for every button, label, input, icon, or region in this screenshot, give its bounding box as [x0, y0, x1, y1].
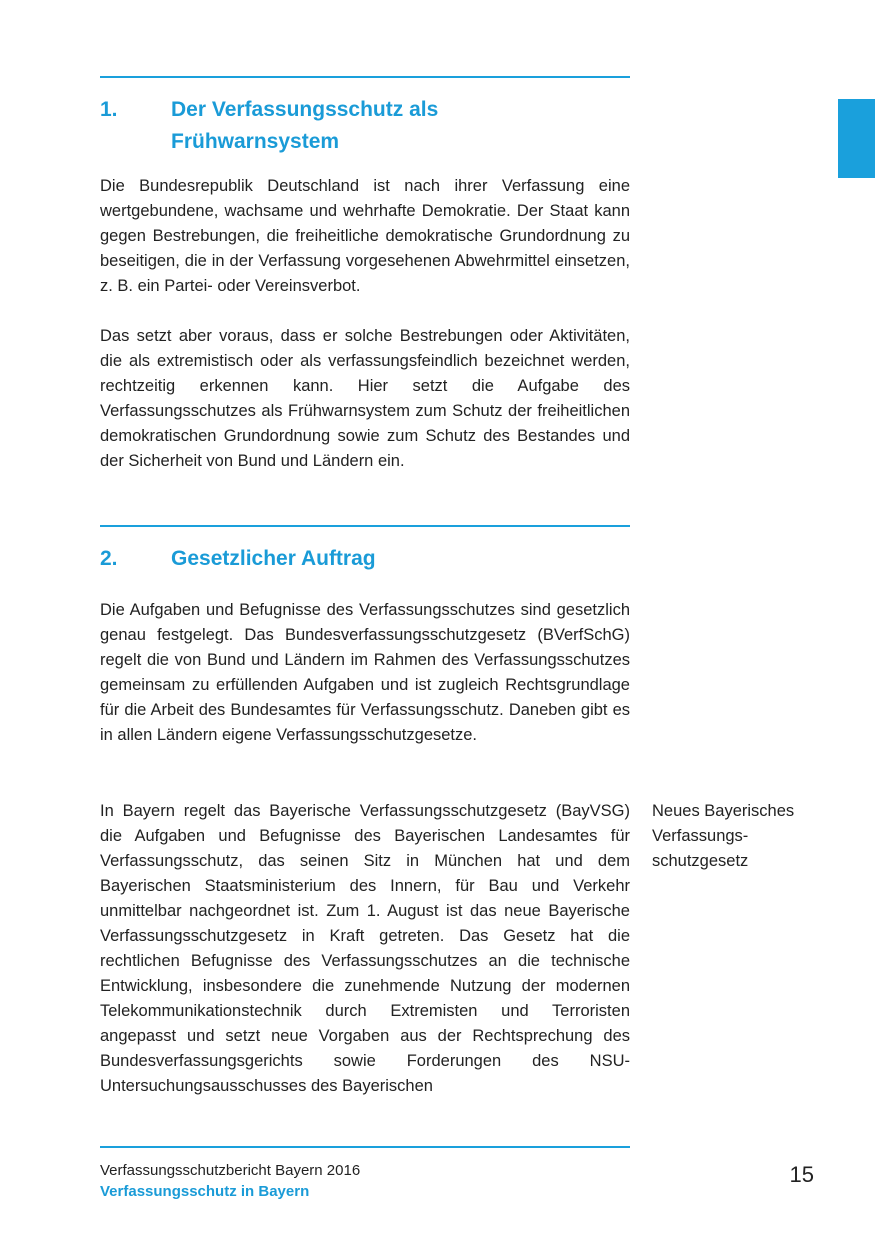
- section-1-title-line1: Der Verfassungsschutz als: [171, 98, 439, 121]
- section-1-paragraph-2: Das setzt aber voraus, dass er solche Bestrebungen oder Aktivitäten, die als extremistisch oder als verfassungsfeindlich bezeichnet werden, rechtzeitig erkennen kann. Hier setzt die Aufgabe des Verfassungsschutzes als Frühwarnsystem zum Schutz der freiheitlichen demokratischen Grundordnung sowie zum Schutz des Bestandes und der Sicherheit von Bund und Ländern ein.: [100, 327, 630, 470]
- section-2-heading: [100, 543, 630, 575]
- margin-note-line: Verfassungs-: [652, 827, 749, 845]
- section-1-title-line2: Frühwarnsystem: [171, 130, 340, 153]
- section-2-divider: [100, 525, 630, 527]
- footer-publication: Verfassungsschutzbericht Bayern 2016: [100, 1162, 361, 1179]
- section-2-title: Gesetzlicher Auftrag: [171, 547, 376, 570]
- section-1-heading: [100, 94, 630, 158]
- footer-divider: [100, 1146, 630, 1148]
- page-number: 15: [789, 1162, 814, 1187]
- margin-note-line: schutzgesetz: [652, 852, 749, 870]
- section-2-number: 2.: [100, 547, 118, 570]
- section-1-divider: [100, 76, 630, 78]
- section-2-paragraph-2: In Bayern regelt das Bayerische Verfassungsschutzgesetz (BayVSG) die Aufgaben und Befugnisse des Bayerischen Landesamtes für Verfassungsschutz, das seinen Sitz in München hat und dem Bayerischen Staatsministerium des Innern, für Bau und Verkehr unmittelbar nachgeordnet ist. Zum 1. August ist das neue Bayerische Verfassungsschutzgesetz in Kraft getreten. Das Gesetz hat die rechtlichen Befugnisse des Verfassungsschutzes an die technische Entwicklung, insbesondere die zunehmende Nutzung der modernen Telekommunikationstechnik durch Extremisten und Terroristen angepasst und setzt neue Vorgaben aus der Rechtsprechung des Bundesverfassungsgerichts sowie Forderungen des NSU-Untersuchungsausschusses des Bayerischen: [100, 802, 630, 1095]
- footer-chapter: Verfassungsschutz in Bayern: [100, 1183, 310, 1200]
- margin-note: [652, 799, 852, 874]
- section-1-number: 1.: [100, 98, 118, 121]
- margin-note-line: Neues Bayerisches: [652, 802, 795, 820]
- section-1-paragraph-1: Die Bundesrepublik Deutschland ist nach ihrer Verfassung eine wertgebundene, wachsame und wehrhafte Demokratie. Der Staat kann gegen Bestrebungen, die freiheitliche demokratische Grundordnung zu beseitigen, die in der Verfassung vorgesehenen Abwehrmittel einsetzen, z. B. ein Partei- oder Vereinsverbot.: [100, 177, 630, 295]
- chapter-tab-marker: [838, 99, 875, 178]
- section-2-paragraph-1: Die Aufgaben und Befugnisse des Verfassungsschutzes sind gesetzlich genau festgelegt. Das Bundesverfassungsschutzgesetz (BVerfSchG) regelt die von Bund und Ländern im Rahmen des Verfassungsschutzes gemeinsam zu erfüllenden Aufgaben und ist zugleich Rechtsgrundlage für die Arbeit des Bundesamtes für Verfassungsschutz. Daneben gibt es in allen Ländern eigene Verfassungsschutzgesetze.: [100, 601, 630, 744]
